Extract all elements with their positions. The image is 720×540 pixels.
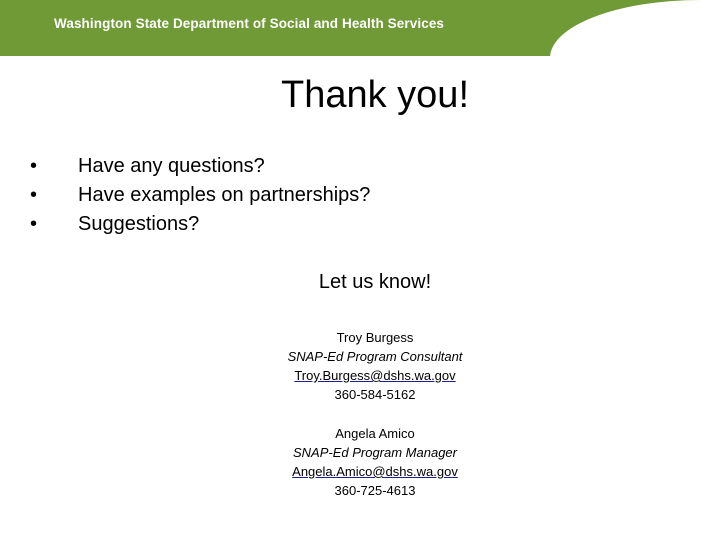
bullet-marker: •	[30, 155, 38, 177]
bullet-item	[30, 210, 370, 239]
contact-role: SNAP-Ed Program Manager	[292, 445, 457, 460]
question-list	[30, 152, 370, 239]
contact-name: Troy Burgess	[336, 330, 414, 345]
slide-title: Thank you!	[281, 74, 469, 116]
contact-name: Angela Amico	[335, 426, 415, 441]
contact-card	[0, 424, 720, 500]
bullet-marker: •	[30, 213, 38, 235]
bullet-text: Have any questions?	[78, 155, 265, 177]
contact-email-link[interactable]: Troy.Burgess@dshs.wa.gov	[294, 368, 456, 383]
bullet-item	[30, 152, 370, 181]
bullet-item	[30, 181, 370, 210]
contact-phone: 360-584-5162	[334, 387, 416, 402]
contact-role: SNAP-Ed Program Consultant	[287, 349, 463, 364]
call-to-action: Let us know!	[318, 271, 432, 293]
bullet-text: Suggestions?	[78, 213, 200, 235]
contact-phone: 360-725-4613	[334, 483, 416, 498]
header-banner	[0, 0, 720, 56]
contact-email-link[interactable]: Angela.Amico@dshs.wa.gov	[292, 464, 458, 479]
bullet-marker: •	[30, 184, 38, 206]
bullet-text: Have examples on partnerships?	[78, 184, 371, 206]
organization-name: Washington State Department of Social and Health Services	[54, 16, 445, 31]
banner-curve-decoration	[550, 0, 720, 58]
contact-card	[0, 328, 720, 404]
